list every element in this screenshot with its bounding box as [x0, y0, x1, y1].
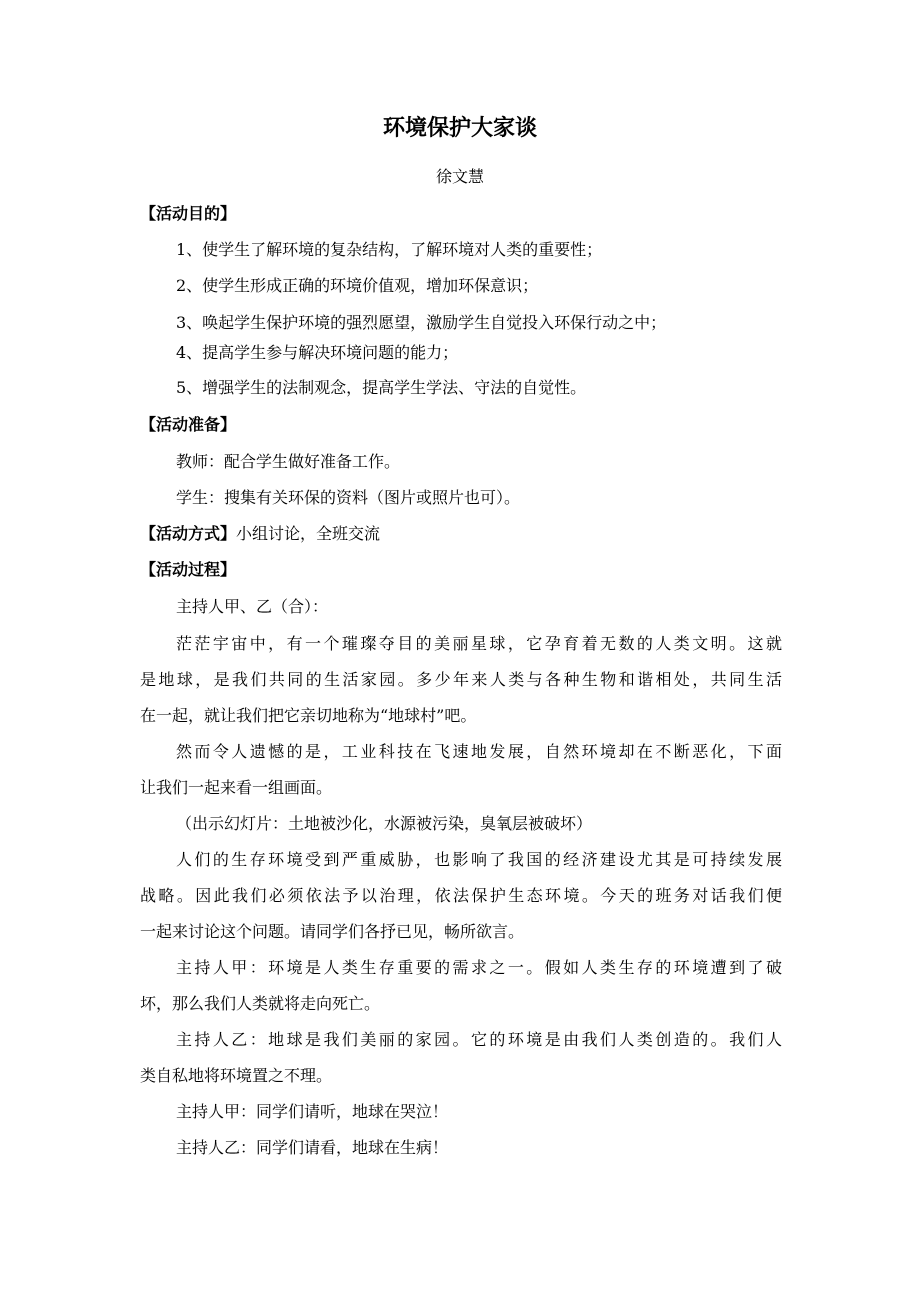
process-line-5: 然而令人遗憾的是，工业科技在飞速地发展，自然环境却在不断恶化，下面 [176, 742, 782, 761]
purpose-item-1: 1、使学生了解环境的复杂结构，了解环境对人类的重要性； [176, 240, 603, 259]
section-heading-method: 【活动方式】 [140, 524, 237, 543]
document-author: 徐文慧 [435, 167, 484, 186]
process-line-11: 主持人甲：环境是人类生存重要的需求之一。假如人类生存的环境遭到了破 [176, 958, 782, 977]
document-title: 环境保护大家谈 [382, 116, 537, 141]
process-line-3: 是地球，是我们共同的生活家园。多少年来人类与各种生物和谐相处，共同生活 [140, 670, 782, 689]
section-heading-purpose: 【活动目的】 [140, 204, 237, 223]
method-text: 小组讨论，全班交流 [236, 524, 381, 543]
process-line-13: 主持人乙：地球是我们美丽的家园。它的环境是由我们人类创造的。我们人 [176, 1030, 782, 1049]
process-line-7: （出示幻灯片：土地被沙化，水源被污染，臭氧层被破坏） [176, 814, 593, 833]
process-line-10: 一起来讨论这个问题。请同学们各抒已见，畅所欲言。 [140, 922, 525, 941]
preparation-student: 学生：搜集有关环保的资料（图片或照片也可）。 [176, 488, 521, 507]
process-line-2: 茫茫宇宙中，有一个璀璨夺目的美丽星球，它孕育着无数的人类文明。这就 [176, 634, 782, 653]
purpose-item-5: 5、增强学生的法制观念，提高学生学法、守法的自觉性。 [176, 378, 587, 397]
process-line-15: 主持人甲：同学们请听，地球在哭泣！ [176, 1102, 449, 1121]
section-heading-process: 【活动过程】 [140, 560, 237, 579]
method-line [140, 522, 782, 546]
process-line-4: 在一起，就让我们把它亲切地称为“地球村”吧。 [140, 706, 477, 725]
process-line-16: 主持人乙：同学们请看，地球在生病！ [176, 1138, 449, 1157]
process-line-12: 坏，那么我们人类就将走向死亡。 [140, 994, 381, 1013]
preparation-teacher: 教师：配合学生做好准备工作。 [176, 452, 401, 471]
process-line-9: 战略。因此我们必须依法予以治理，依法保护生态环境。今天的班务对话我们便 [140, 886, 782, 905]
purpose-item-3: 3、唤起学生保护环境的强烈愿望，激励学生自觉投入环保行动之中； [176, 313, 667, 332]
process-line-14: 类自私地将环境置之不理。 [140, 1066, 333, 1085]
purpose-item-2: 2、使学生形成正确的环境价值观，增加环保意识； [176, 276, 539, 295]
purpose-item-4: 4、提高学生参与解决环境问题的能力； [176, 343, 459, 362]
section-heading-preparation: 【活动准备】 [140, 415, 237, 434]
process-line-1: 主持人甲、乙（合）： [176, 597, 329, 616]
process-line-6: 让我们一起来看一组画面。 [140, 778, 333, 797]
process-line-8: 人们的生存环境受到严重威胁，也影响了我国的经济建设尤其是可持续发展 [176, 850, 782, 869]
